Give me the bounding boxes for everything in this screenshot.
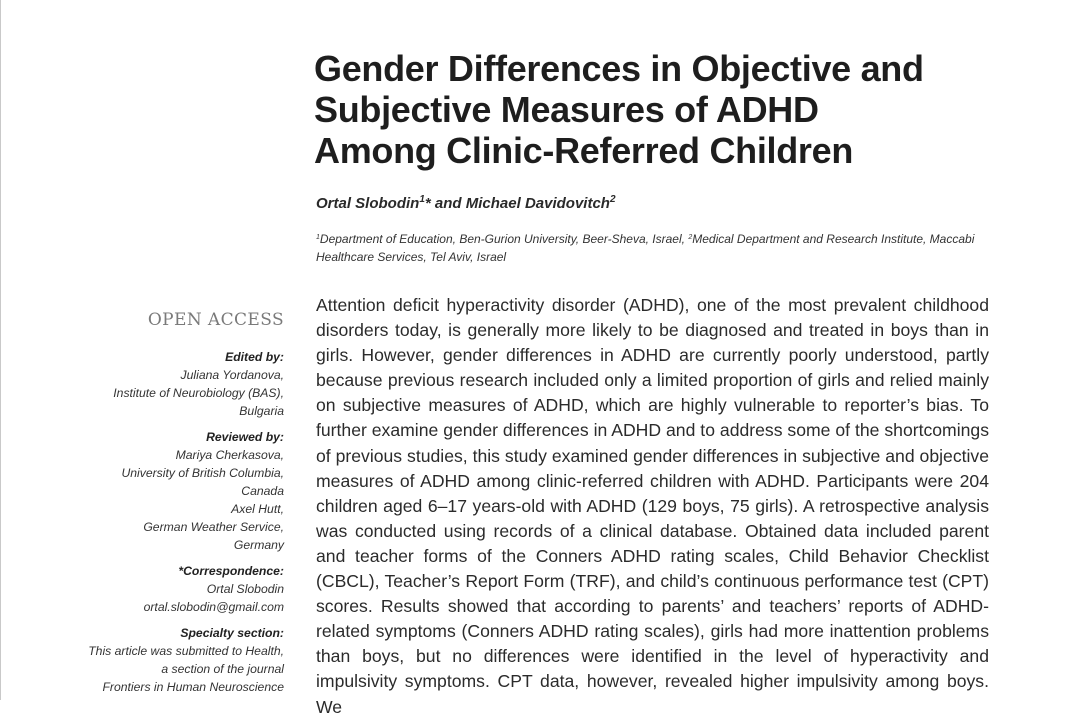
sidebar-line: University of British Columbia, bbox=[121, 466, 284, 480]
title-line: Gender Differences in Objective and bbox=[314, 48, 924, 89]
sidebar-line: Germany bbox=[233, 538, 284, 552]
open-access-label: OPEN ACCESS bbox=[147, 310, 284, 330]
author-list bbox=[316, 194, 616, 212]
article-title bbox=[314, 48, 1014, 171]
affiliation-text: Department of Education, Ben-Gurion University, Beer-Sheva, Israel, bbox=[319, 232, 685, 246]
corresponding-mark: * bbox=[424, 195, 431, 212]
author-name[interactable]: Michael Davidovitch bbox=[465, 195, 610, 212]
author-affiliation-sup: 2 bbox=[609, 194, 616, 205]
affiliations bbox=[316, 229, 991, 266]
author-name[interactable]: Ortal Slobodin bbox=[316, 195, 420, 212]
sidebar-line: Juliana Yordanova, bbox=[180, 368, 284, 382]
sidebar-line: a section of the journal bbox=[161, 662, 284, 676]
page-left-edge bbox=[0, 0, 1, 700]
title-line: Subjective Measures of ADHD bbox=[314, 89, 819, 130]
sidebar-line: Frontiers in Human Neuroscience bbox=[102, 680, 284, 694]
edited-by-heading: Edited by: bbox=[225, 350, 284, 364]
article-info-sidebar bbox=[60, 308, 284, 696]
sidebar-line: German Weather Service, bbox=[143, 520, 284, 534]
sidebar-line: Mariya Cherkasova, bbox=[175, 448, 284, 462]
sidebar-line: Ortal Slobodin bbox=[206, 582, 284, 596]
sidebar-line: This article was submitted to Health, bbox=[88, 644, 284, 658]
title-line: Among Clinic-Referred Children bbox=[314, 130, 854, 171]
specialty-section-heading: Specialty section: bbox=[180, 626, 284, 640]
sidebar-line: Axel Hutt, bbox=[231, 502, 284, 516]
author-connector: and bbox=[430, 195, 466, 212]
affiliation-sup: 2 bbox=[688, 234, 693, 241]
affiliation-sup: 1 bbox=[316, 234, 320, 241]
sidebar-line: Canada bbox=[241, 484, 284, 498]
reviewed-by-heading: Reviewed by: bbox=[206, 430, 284, 444]
correspondence-heading: *Correspondence: bbox=[178, 564, 284, 578]
sidebar-line: Bulgaria bbox=[239, 404, 284, 418]
affiliation-text: Medical Department and Research Institute, Maccabi Healthcare Services, Tel Aviv, Israel bbox=[316, 232, 975, 264]
sidebar-line: Institute of Neurobiology (BAS), bbox=[113, 386, 284, 400]
author-affiliation-sup: 1 bbox=[419, 194, 425, 205]
correspondence-email-link[interactable]: ortal.slobodin@gmail.com bbox=[143, 600, 284, 614]
abstract-text: Attention deficit hyperactivity disorder (ADHD), one of the most prevalent childhood disorders today, is generally more likely to be diagnosed and treated in boys than in girls. However, gender differences in ADHD are currently poorly understood, partly because previous research included only a limited proportion of girls and relied mainly on subjective measures of ADHD, which are highly vulnerable to reporter’s bias. To further examine gender differences in ADHD and to address some of the shortcomings of previous studies, this study examined gender differences in subjective and objective measures of ADHD among clinic-referred children with ADHD. Participants were 204 children aged 6–17 years-old with ADHD (129 boys, 75 girls). A retrospective analysis was conducted using records of a clinical database. Obtained data included parent and teacher forms of the Conners ADHD rating scales, Child Behavior Checklist (CBCL), Teacher’s Report Form (TRF), and child’s continuous performance test (CPT) scores. Results showed that according to parents’ and teachers’ reports of ADHD-related symptoms (Conners ADHD rating scales), girls had more inattention problems than boys, but no differences were identified in the level of hyperactivity and impulsivity symptoms. CPT data, however, revealed higher impulsivity among boys. We bbox=[316, 295, 989, 717]
